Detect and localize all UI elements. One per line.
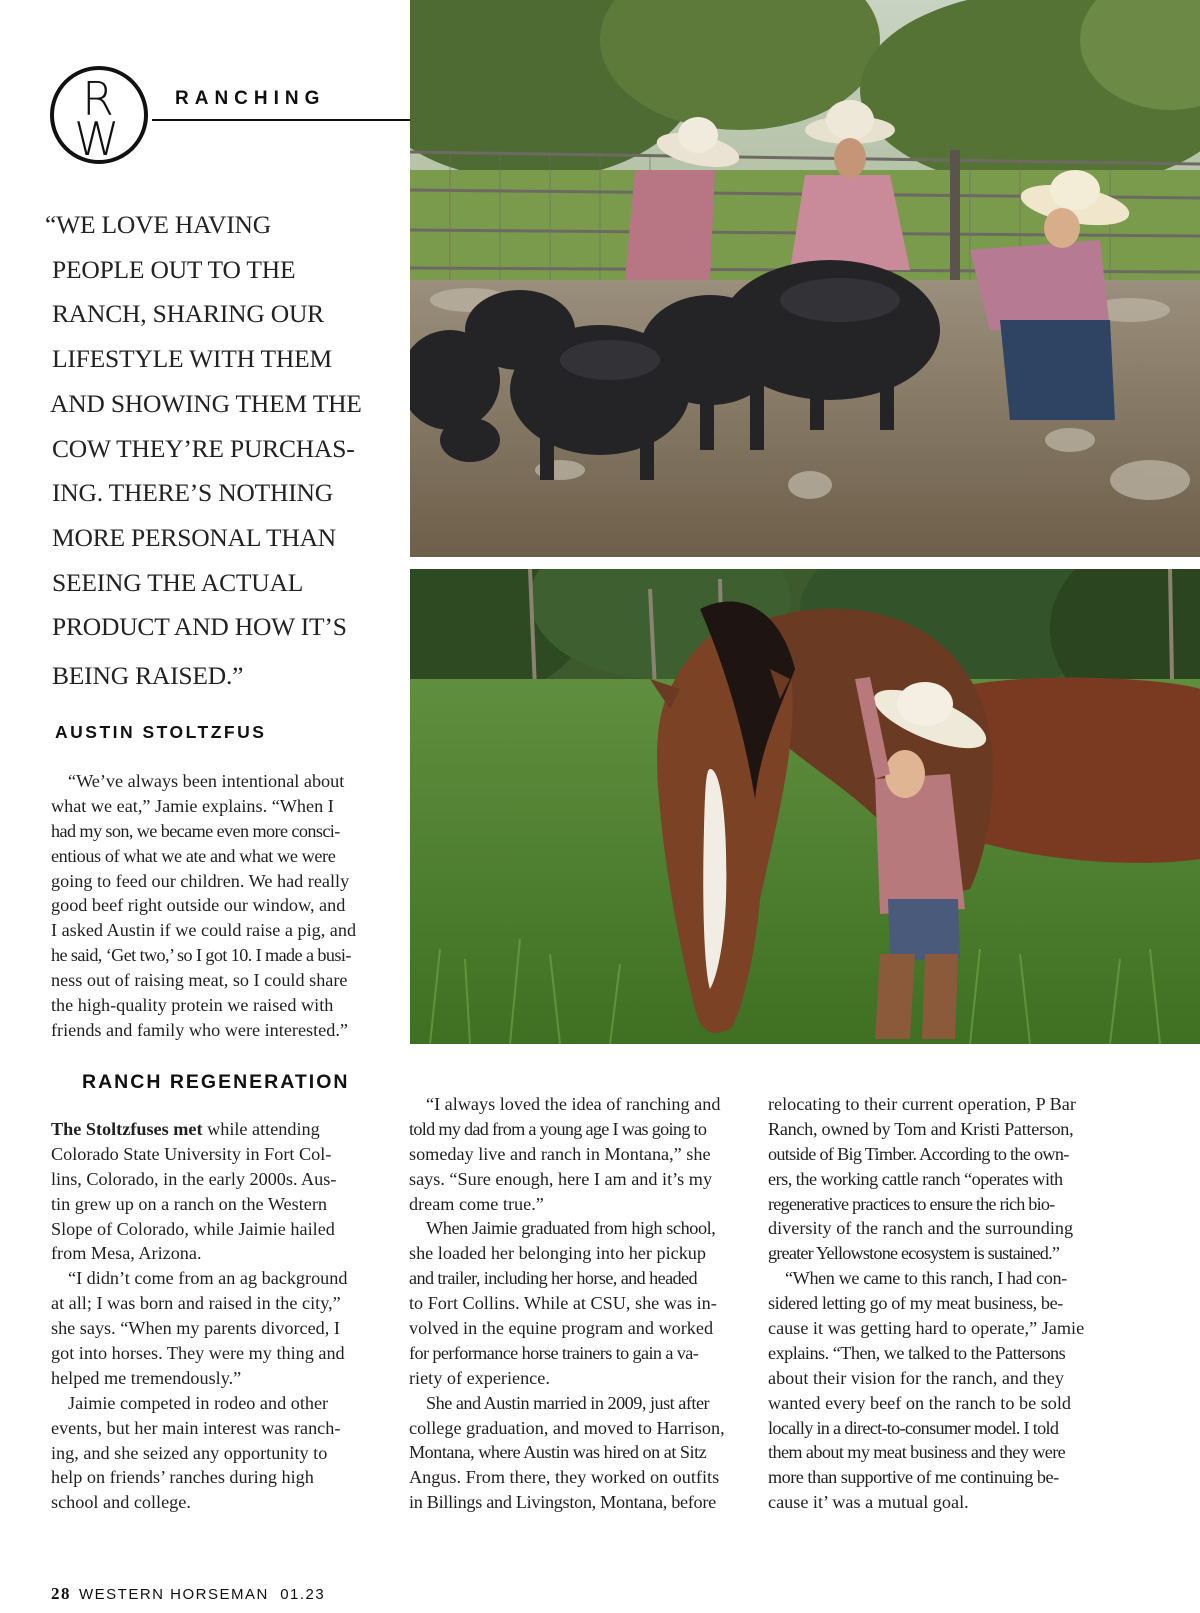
pull-quote-line: RANCH, SHARING OUR	[52, 299, 324, 329]
text-line: “We’ve always been intentional about	[68, 771, 345, 791]
text-line: what we eat,” Jamie explains. “When I	[51, 795, 334, 816]
text-line: locally in a direct-to-consumer model. I told	[768, 1417, 1059, 1438]
text-line: ness out of raising meat, so I could share	[51, 970, 348, 991]
text-line: the high-quality protein we raised with	[51, 995, 334, 1016]
text-line: at all; I was born and raised in the city,”	[51, 1293, 341, 1314]
text-line: regenerative practices to ensure the rich bio-	[768, 1193, 1055, 1214]
pull-quote-line: MORE PERSONAL THAN	[52, 522, 337, 552]
section-rule	[152, 119, 410, 121]
text-line: sidered letting go of my meat business, be-	[768, 1293, 1063, 1314]
text-line: events, but her main interest was ranch-	[51, 1417, 341, 1438]
text-line: ers, the working cattle ranch “operates with	[768, 1168, 1063, 1189]
pull-quote-line: “WE LOVE HAVING	[45, 210, 271, 239]
text-line: for performance horse trainers to gain a va-	[409, 1342, 699, 1363]
body-column-2	[409, 1092, 747, 1515]
text-line: about their vision for the ranch, and they	[768, 1367, 1064, 1388]
text-line: lins, Colorado, in the early 2000s. Aus-	[51, 1168, 337, 1189]
text-line: outside of Big Timber. According to the own-	[768, 1143, 1069, 1164]
text-line: explains. “Then, we talked to the Pattersons	[768, 1342, 1066, 1363]
pull-quote	[45, 203, 395, 699]
body-column-1	[51, 1117, 387, 1515]
text-line: she says. “When my parents divorced, I	[51, 1318, 340, 1339]
text-line: Montana, where Austin was hired on at Sitz	[409, 1442, 707, 1463]
text-line: Colorado State University in Fort Col-	[51, 1143, 332, 1164]
text-line: told my dad from a young age I was going to	[409, 1118, 707, 1139]
text-line: Angus. From there, they worked on outfits	[409, 1467, 720, 1488]
text-line: good beef right outside our window, and	[51, 895, 346, 916]
text-line: volved in the equine program and worked	[409, 1318, 714, 1339]
body-column-3	[768, 1092, 1106, 1515]
logo-letter-r: R	[82, 72, 114, 126]
text-line: from Mesa, Arizona.	[51, 1243, 202, 1264]
text-line: dream come true.”	[409, 1193, 544, 1214]
photo-family-feeding-pigs-image	[410, 0, 1200, 557]
text-line: them about my meat business and they were	[768, 1442, 1066, 1463]
text-line: to Fort Collins. While at CSU, she was in-	[409, 1293, 717, 1314]
text-line: says. “Sure enough, here I am and it’s my	[409, 1168, 713, 1189]
text-line: had my son, we became even more consci-	[51, 820, 340, 841]
text-line: she loaded her belonging into her pickup	[409, 1243, 706, 1264]
lead-in-rest: while attending	[202, 1119, 320, 1139]
photo-child-with-horse-image	[410, 569, 1200, 1044]
photo-child-with-horse	[410, 569, 1200, 1044]
text-line: cause it was getting hard to operate,” Jamie	[768, 1318, 1085, 1339]
pull-quote-line: LIFESTYLE WITH THEM	[52, 344, 332, 374]
text-line: riety of experience.	[409, 1367, 550, 1388]
text-line: Ranch, owned by Tom and Kristi Patterson,	[768, 1118, 1074, 1139]
issue-date: 01.23	[280, 1586, 326, 1603]
page-footer	[51, 1584, 325, 1604]
text-line: I asked Austin if we could raise a pig, and	[51, 920, 357, 941]
pull-quote-line: BEING RAISED.”	[52, 661, 244, 691]
section-subhead: RANCH REGENERATION	[82, 1071, 350, 1093]
text-line: he said, ‘Get two,’ so I got 10. I made a busi-	[51, 945, 351, 966]
text-line: She and Austin married in 2009, just after	[426, 1392, 710, 1413]
text-line: in Billings and Livingston, Montana, before	[409, 1492, 716, 1513]
text-line: wanted every beef on the ranch to be sold	[768, 1392, 1072, 1413]
text-line: cause it’ was a mutual goal.	[768, 1492, 969, 1513]
text-line: Slope of Colorado, while Jaimie hailed	[51, 1218, 335, 1239]
text-line: tin grew up on a ranch on the Western	[51, 1193, 327, 1214]
text-line: school and college.	[51, 1492, 191, 1513]
text-line: “When we came to this ranch, I had con-	[785, 1268, 1067, 1289]
text-line: and trailer, including her horse, and headed	[409, 1268, 698, 1289]
pull-quote-line: SEEING THE ACTUAL	[52, 567, 304, 597]
intro-paragraph	[51, 769, 387, 1043]
text-line: When Jaimie graduated from high school,	[426, 1218, 716, 1239]
pull-quote-line: COW THEY’RE PURCHAS-	[52, 433, 355, 463]
text-line: more than supportive of me continuing be-	[768, 1467, 1059, 1488]
pull-quote-line: PRODUCT AND HOW IT’S	[52, 612, 347, 642]
text-line: helped me tremendously.”	[51, 1367, 242, 1388]
text-line: Jaimie competed in rodeo and other	[68, 1392, 329, 1413]
pull-quote-line: ING. THERE’S NOTHING	[52, 478, 333, 508]
page-number: 28	[51, 1584, 71, 1603]
text-line: college graduation, and moved to Harrison,	[409, 1417, 725, 1438]
lead-in-bold: The Stoltzfuses met	[51, 1119, 203, 1139]
text-line: friends and family who were interested.”	[51, 1019, 348, 1040]
section-label: RANCHING	[175, 88, 326, 109]
pull-quote-line: AND SHOWING THEM THE	[50, 388, 362, 418]
text-line: got into horses. They were my thing and	[51, 1343, 345, 1364]
text-line: going to feed our children. We had really	[51, 870, 350, 891]
text-line: diversity of the ranch and the surrounding	[768, 1218, 1074, 1239]
text-line: “I didn’t come from an ag background	[68, 1268, 348, 1289]
text-line: entious of what we ate and what we were	[51, 845, 336, 866]
text-line: greater Yellowstone ecosystem is sustained.”	[768, 1243, 1060, 1264]
pull-quote-author: AUSTIN STOLTZFUS	[55, 722, 267, 742]
magazine-name: WESTERN HORSEMAN	[79, 1586, 269, 1603]
text-line: relocating to their current operation, P Bar	[768, 1094, 1076, 1114]
logo-letter-w: W	[74, 112, 120, 166]
text-line: ing, and she seized any opportunity to	[51, 1442, 328, 1463]
rw-logo	[50, 66, 148, 164]
text-line: “I always loved the idea of ranching and	[426, 1094, 721, 1114]
photo-family-feeding-pigs	[410, 0, 1200, 557]
text-line	[51, 1117, 387, 1142]
pull-quote-line: PEOPLE OUT TO THE	[52, 254, 296, 284]
text-line: help on friends’ ranches during high	[51, 1467, 314, 1488]
text-line: someday live and ranch in Montana,” she	[409, 1143, 711, 1164]
